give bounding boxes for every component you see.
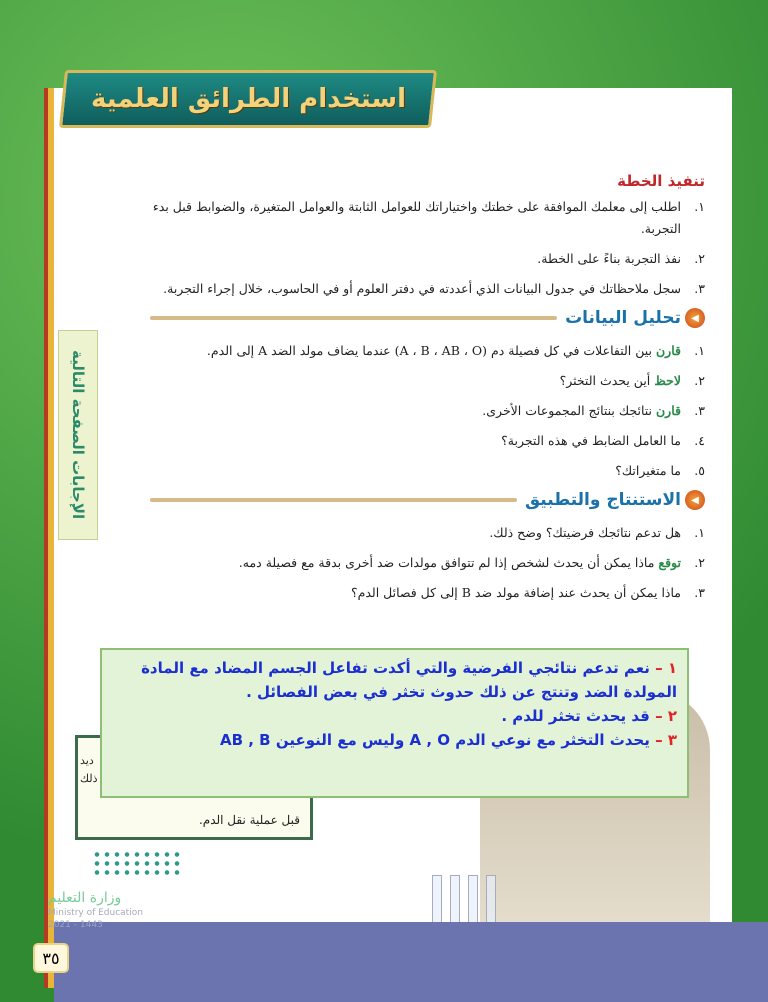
item-body: اطلب إلى معلمك الموافقة على خطتك واختياراتك للعوامل الثابتة والعوامل المتغيرة، والضوابط قبل بدء التجربة.	[152, 199, 681, 236]
conclusion-list	[150, 522, 705, 604]
conclusion-section-header	[150, 490, 705, 510]
item-text	[615, 460, 681, 482]
item-text	[482, 400, 681, 422]
item-text	[501, 430, 681, 452]
note-text: ديد	[80, 754, 94, 767]
item-text	[207, 340, 681, 362]
item-text	[163, 278, 681, 300]
answer-text: يحدث التخثر مع نوعي الدم A , O وليس مع النوعين AB , B	[219, 731, 656, 749]
item-body: ما متغيراتك؟	[615, 463, 681, 478]
keyword: قارن	[656, 343, 681, 358]
item-body: سجل ملاحظاتك في جدول البيانات الذي أعددته في دفتر العلوم أو في الحاسوب، خلال إجراء التجربة.	[163, 281, 681, 296]
answer-number: ١ –	[655, 659, 677, 677]
page-title: استخدام الطرائق العلمية	[90, 84, 406, 114]
answer-box	[100, 648, 689, 798]
keyword: قارن	[656, 403, 681, 418]
answer-text: قد يحدث تخثر للدم .	[501, 707, 656, 725]
item-body: نفذ التجربة بناءً على الخطة.	[537, 251, 681, 266]
ministry-name-en: Ministry of Education	[48, 908, 143, 918]
note-text: قبل عملية نقل الدم.	[198, 813, 300, 827]
test-tube	[468, 875, 478, 925]
list-item	[150, 430, 705, 452]
item-number: ٣.	[694, 585, 705, 600]
list-item	[150, 340, 705, 362]
item-body: بين التفاعلات في كل فصيلة دم (A ، B ، AB ، O) عندما يضاف مولد الضد A إلى الدم.	[206, 343, 656, 358]
ministry-logo-icon	[92, 850, 184, 878]
arrow-icon: ◀	[685, 308, 705, 328]
list-item	[150, 400, 705, 422]
content	[150, 172, 705, 612]
edition-year: 2021 - 1443	[48, 920, 103, 930]
list-item	[150, 370, 705, 392]
item-number: ٢.	[694, 555, 705, 570]
list-item	[150, 248, 705, 270]
conclusion-heading: الاستنتاج والتطبيق	[524, 490, 681, 510]
keyword: توقع	[658, 555, 681, 570]
item-number: ٥.	[694, 463, 705, 478]
answer-3	[112, 728, 677, 752]
divider	[150, 316, 557, 320]
title-banner	[59, 70, 437, 128]
answer-2	[112, 704, 677, 728]
lab-bench	[54, 922, 768, 1002]
page-number: ٣٥	[33, 943, 69, 973]
item-number: ٤.	[694, 433, 705, 448]
item-body: أين يحدث التخثر؟	[559, 373, 655, 388]
analysis-list	[150, 340, 705, 482]
answer-number: ٣ –	[655, 731, 677, 749]
item-body: ماذا يمكن أن يحدث عند إضافة مولد ضد B إلى كل فصائل الدم؟	[350, 585, 681, 600]
analysis-section-header	[150, 308, 705, 328]
divider	[150, 498, 517, 502]
item-number: ١.	[694, 525, 705, 540]
ministry-name: وزارة التعليم	[48, 890, 122, 906]
item-text	[560, 370, 681, 392]
item-number: ٣.	[694, 281, 705, 296]
item-text	[239, 552, 681, 574]
answer-text: نعم تدعم نتائجي الفرضية والتي أكدت تفاعل الجسم المضاد مع المادة المولدة الضد وتنتج عن ذلك حدوث تخثر في بعض الفصائل .	[141, 659, 677, 701]
item-number: ٢.	[694, 373, 705, 388]
item-number: ٣.	[694, 403, 705, 418]
side-tab	[58, 330, 98, 540]
list-item	[150, 196, 705, 240]
test-tube	[450, 875, 460, 925]
plan-heading: تنفيذ الخطة	[617, 172, 705, 190]
plan-list	[150, 196, 705, 300]
item-number: ١.	[694, 343, 705, 358]
list-item	[150, 582, 705, 604]
item-body: هل تدعم نتائجك فرضيتك؟ وضح ذلك.	[489, 525, 681, 540]
test-tube	[486, 875, 496, 925]
arrow-icon: ◀	[685, 490, 705, 510]
answer-1	[112, 656, 677, 704]
list-item	[150, 460, 705, 482]
item-number: ١.	[694, 199, 705, 214]
item-text	[489, 522, 681, 544]
item-body: نتائجك بنتائج المجموعات الأخرى.	[482, 403, 656, 418]
note-text: ذلك	[80, 772, 98, 785]
keyword: لاحظ	[654, 373, 681, 388]
answer-number: ٢ –	[655, 707, 677, 725]
list-item	[150, 278, 705, 300]
item-number: ٢.	[694, 251, 705, 266]
item-body: ما العامل الضابط في هذه التجربة؟	[501, 433, 681, 448]
list-item	[150, 522, 705, 544]
test-tube	[432, 875, 442, 925]
list-item	[150, 552, 705, 574]
item-text	[351, 582, 681, 604]
side-tab-label: الإجابات الصفحة التالية	[69, 350, 87, 520]
analysis-heading: تحليل البيانات	[565, 308, 681, 328]
item-text	[537, 248, 681, 270]
item-body: ماذا يمكن أن يحدث لشخص إذا لم تتوافق مولدات ضد أخرى بدقة مع فصيلة دمه.	[238, 555, 659, 570]
item-text	[150, 196, 681, 240]
